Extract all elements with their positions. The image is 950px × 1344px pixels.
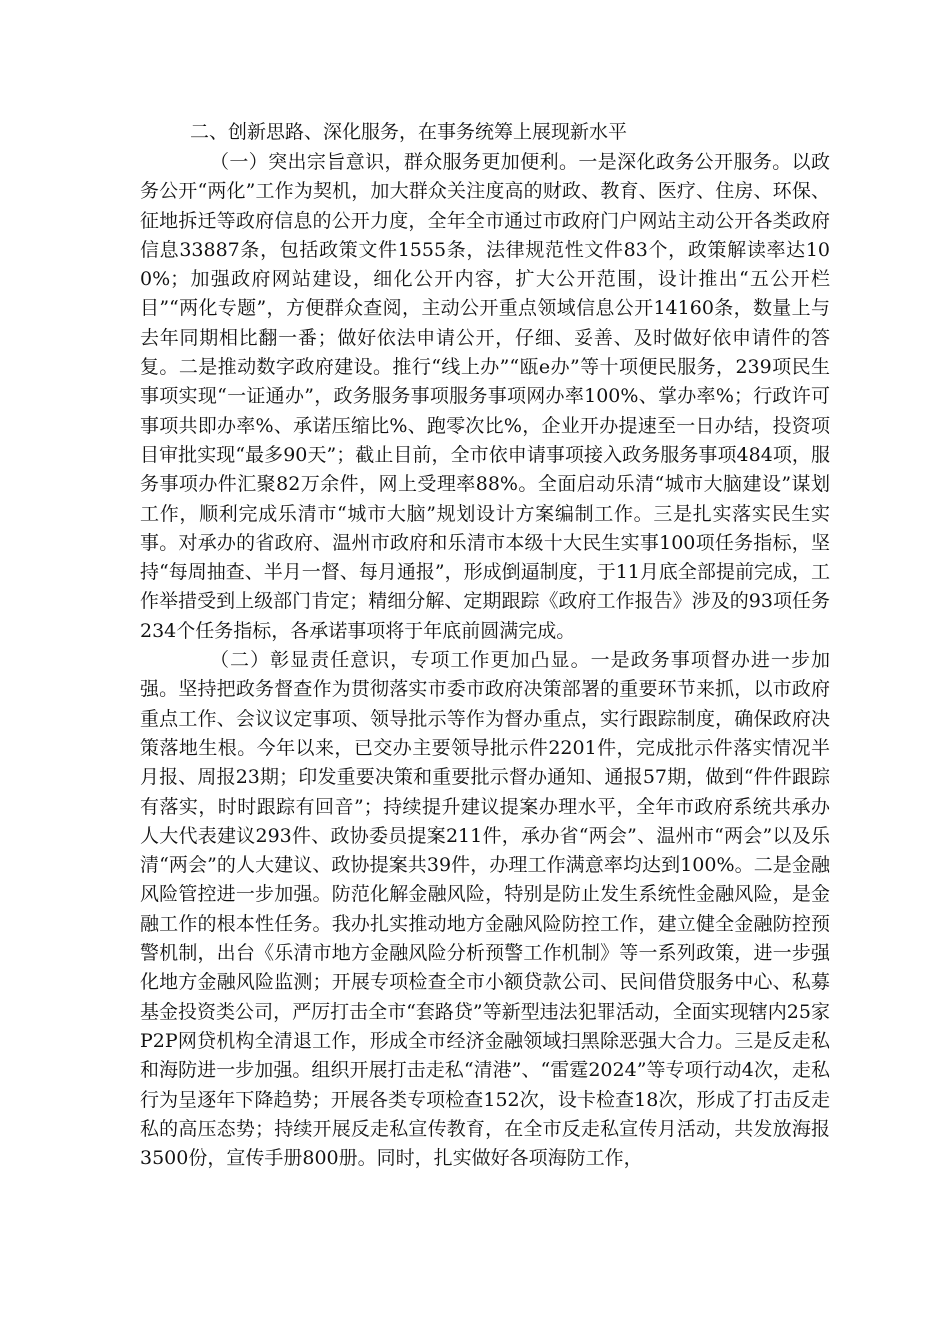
- section-heading: 二、创新思路、深化服务，在事务统筹上展现新水平: [190, 121, 628, 143]
- document-page: [140, 116, 830, 1173]
- paragraph-public-service: （一）突出宗旨意识，群众服务更加便利。一是深化政务公开服务。以政务公开“两化”工作为契机，加大群众关注度高的财政、教育、医疗、住房、环保、征地拆迁等政府信息的公开力度，全年全市通过市政府门户网站主动公开各类政府信息33887条，包括政策文件1555条，法律规范性文件83个，政策解读率达100%；加强政府网站建设，细化公开内容，扩大公开范围，设计推出“五公开栏目”“两化专题”，方便群众查阅，主动公开重点领域信息公开14160条，数量上与去年同期相比翻一番；做好依法申请公开，仔细、妥善、及时做好依申请件的答复。二是推动数字政府建设。推行“线上办”“瓯e办”等十项便民服务，239项民生事项实现“一证通办”，政务服务事项服务事项网办率100%、掌办率%；行政许可事项共即办率%、承诺压缩比%、跑零次比%，企业开办提速至一日办结，投资项目审批实现“最多90天”；截止目前，全市依申请事项接入政务服务事项484项，服务事项办件汇聚82万余件，网上受理率88%。全面启动乐清“城市大脑建设”谋划工作，顺利完成乐清市“城市大脑”规划设计方案编制工作。三是扎实落实民生实事。对承办的省政府、温州市政府和乐清市本级十大民生实事100项任务指标，坚持“每周抽查、半月一督、每月通报”，形成倒逼制度，于11月底全部提前完成，工作举措受到上级部门肯定；精细分解、定期跟踪《政府工作报告》涉及的93项任务234个任务指标，各承诺事项将于年底前圆满完成。: [140, 151, 830, 642]
- paragraph-special-work: （二）彰显责任意识，专项工作更加凸显。一是政务事项督办进一步加强。坚持把政务督查作为贯彻落实市委市政府决策部署的重要环节来抓，以市政府重点工作、会议议定事项、领导批示等作为督办重点，实行跟踪制度，确保政府决策落地生根。今年以来，已交办主要领导批示件2201件，完成批示件落实情况半月报、周报23期；印发重要决策和重要批示督办通知、通报57期，做到“件件跟踪有落实，时时跟踪有回音”；持续提升建议提案办理水平，全年市政府系统共承办人大代表建议293件、政协委员提案211件，承办省“两会”、温州市“两会”以及乐清“两会”的人大建议、政协提案共39件，办理工作满意率均达到100%。二是金融风险管控进一步加强。防范化解金融风险，特别是防止发生系统性金融风险，是金融工作的根本性任务。我办扎实推动地方金融风险防控工作，建立健全金融防控预警机制，出台《乐清市地方金融风险分析预警工作机制》等一系列政策，进一步强化地方金融风险监测；开展专项检查全市小额贷款公司、民间借贷服务中心、私募基金投资类公司，严厉打击全市“套路贷”等新型违法犯罪活动，全面实现辖内25家P2P网贷机构全清退工作，形成全市经济金融领域扫黑除恶强大合力。三是反走私和海防进一步加强。组织开展打击走私“清港”、“雷霆2024”等专项行动4次，走私行为呈逐年下降趋势；开展各类专项检查152次，设卡检查18次，形成了打击反走私的高压态势；持续开展反走私宣传教育，在全市反走私宣传月活动，共发放海报3500份，宣传手册800册。同时，扎实做好各项海防工作，: [140, 649, 830, 1170]
